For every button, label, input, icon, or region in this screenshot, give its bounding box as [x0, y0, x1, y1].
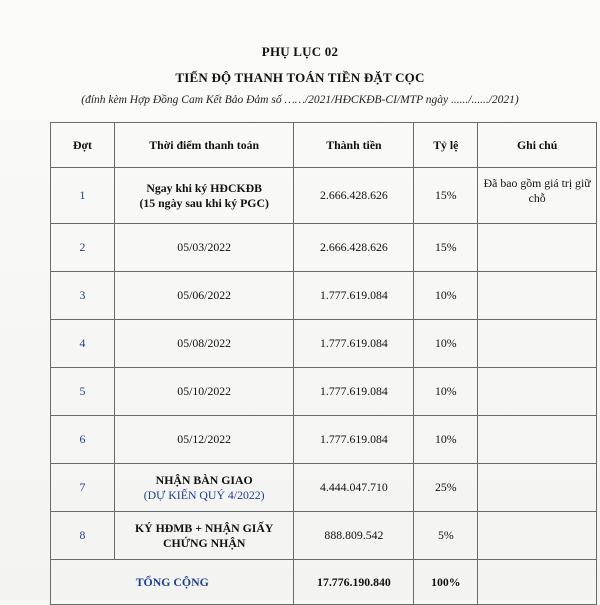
phase-number: 8	[51, 512, 115, 560]
total-label: TỔNG CỘNG	[51, 560, 294, 605]
table-header-row	[51, 123, 597, 168]
note	[478, 464, 597, 512]
note	[478, 320, 597, 368]
rate: 25%	[414, 464, 478, 512]
phase-number: 5	[51, 368, 115, 416]
payment-time-line1: NHẬN BÀN GIAO	[155, 472, 253, 487]
header-rate: Tỷ lệ	[414, 123, 478, 168]
table-row	[51, 320, 597, 368]
phase-number: 2	[51, 224, 115, 272]
table-row	[51, 168, 597, 224]
payment-time	[114, 464, 294, 512]
header-amount: Thành tiền	[294, 123, 414, 168]
total-row	[51, 560, 597, 605]
payment-time: 05/08/2022	[114, 320, 294, 368]
phase-number: 1	[51, 168, 115, 224]
payment-schedule-table	[50, 122, 597, 605]
phase-number: 4	[51, 320, 115, 368]
payment-time-line2: (15 ngày sau khi ký PGC)	[139, 195, 269, 210]
note	[478, 272, 597, 320]
header-note: Ghi chú	[478, 123, 597, 168]
note	[478, 368, 597, 416]
payment-time: 05/12/2022	[114, 416, 294, 464]
appendix-title: PHỤ LỤC 02	[261, 44, 339, 59]
amount: 1.777.619.084	[294, 272, 414, 320]
phase-number: 6	[51, 416, 115, 464]
payment-time	[114, 512, 294, 560]
table-row	[51, 464, 597, 512]
rate: 15%	[414, 224, 478, 272]
amount: 2.666.428.626	[294, 224, 414, 272]
payment-time	[114, 168, 294, 224]
payment-time: 05/06/2022	[114, 272, 294, 320]
rate: 10%	[414, 368, 478, 416]
note	[478, 416, 597, 464]
phase-number: 3	[51, 272, 115, 320]
amount: 1.777.619.084	[294, 320, 414, 368]
table-row	[51, 512, 597, 560]
header-dot: Đợt	[51, 123, 115, 168]
phase-number: 7	[51, 464, 115, 512]
note	[478, 512, 597, 560]
payment-time: 05/10/2022	[114, 368, 294, 416]
payment-time-line2: (DỰ KIẾN QUÝ 4/2022)	[143, 487, 265, 502]
payment-time: 05/03/2022	[114, 224, 294, 272]
amount: 2.666.428.626	[294, 168, 414, 224]
header-payment-time: Thời điểm thanh toán	[114, 123, 294, 168]
amount: 888.809.542	[294, 512, 414, 560]
total-note	[478, 560, 597, 605]
schedule-title: TIẾN ĐỘ THANH TOÁN TIỀN ĐẶT CỌC	[175, 70, 425, 85]
amount: 1.777.619.084	[294, 416, 414, 464]
table-row	[51, 368, 597, 416]
note: Đã bao gồm giá trị giữ chỗ	[478, 168, 597, 224]
payment-time-line2: CHỨNG NHẬN	[162, 535, 246, 550]
rate: 5%	[414, 512, 478, 560]
table-row	[51, 272, 597, 320]
rate: 15%	[414, 168, 478, 224]
note	[478, 224, 597, 272]
total-rate: 100%	[414, 560, 478, 605]
table-row	[51, 224, 597, 272]
total-amount: 17.776.190.840	[294, 560, 414, 605]
payment-time-line1: KÝ HĐMB + NHẬN GIẤY	[134, 520, 274, 535]
contract-reference: (đính kèm Hợp Đồng Cam Kết Bảo Đảm số ……/2021/HĐCKĐB-CI/MTP ngày ....../....../2021)	[81, 94, 519, 106]
amount: 4.444.047.710	[294, 464, 414, 512]
rate: 10%	[414, 416, 478, 464]
table-row	[51, 416, 597, 464]
rate: 10%	[414, 320, 478, 368]
rate: 10%	[414, 272, 478, 320]
payment-time-line1: Ngay khi ký HĐCKĐB	[146, 180, 263, 195]
amount: 1.777.619.084	[294, 368, 414, 416]
